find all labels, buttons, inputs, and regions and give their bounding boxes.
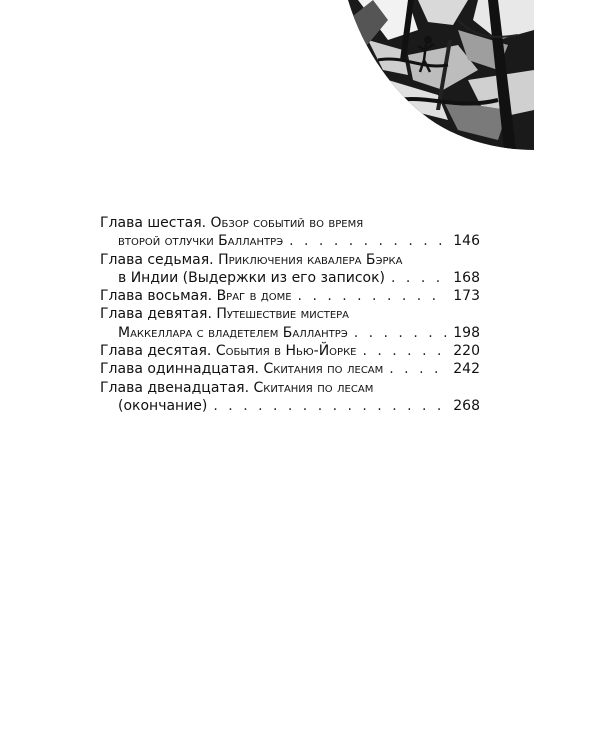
- page-number: 198: [453, 324, 480, 341]
- toc-entry[interactable]: [100, 214, 480, 251]
- chapter-label: Глава шестая.: [100, 215, 207, 231]
- chapter-title: Скитания по лесам: [253, 379, 374, 396]
- chapter-title: События в Нью-Йорке: [215, 343, 357, 360]
- chapter-label: Глава двенадцатая.: [100, 379, 250, 396]
- toc-entry[interactable]: [100, 305, 480, 342]
- chapter-title: Обзор событий во время: [210, 215, 364, 231]
- toc-entry[interactable]: [100, 251, 480, 288]
- page-number: 168: [453, 269, 480, 286]
- chapter-title: Путешествие мистера: [216, 306, 350, 323]
- chapter-label: Глава восьмая.: [100, 288, 213, 305]
- chapter-label: Глава одиннадцатая.: [100, 361, 259, 378]
- page-number: 173: [453, 288, 480, 305]
- page-number: 146: [453, 233, 480, 250]
- chapter-label: Глава седьмая.: [100, 251, 214, 268]
- page-number: 220: [453, 343, 480, 360]
- chapter-label: Глава десятая.: [100, 343, 212, 360]
- dot-leader: [362, 342, 447, 360]
- chapter-title: Приключения кавалера Бэрка: [218, 251, 403, 268]
- chapter-title: в Индии (Выдержки из его записок): [118, 269, 386, 286]
- chapter-title: Враг в доме: [216, 288, 292, 305]
- chapter-label: Глава девятая.: [100, 306, 212, 323]
- dot-leader: [391, 269, 447, 287]
- chapter-title: второй отлучки Баллантрэ: [118, 233, 284, 250]
- dot-leader: [389, 360, 447, 378]
- toc-entry[interactable]: [100, 342, 480, 360]
- page-number: 268: [453, 397, 480, 414]
- chapter-title: (окончание): [118, 397, 208, 414]
- page-number: 242: [453, 361, 480, 378]
- dot-leader: [289, 232, 447, 250]
- engraving-forest-scene-icon: [348, 0, 534, 150]
- chapter-title: Маккеллара с владетелем Баллантрэ: [118, 324, 348, 341]
- dot-leader: [354, 324, 448, 342]
- toc-entry[interactable]: [100, 360, 480, 378]
- toc-entry[interactable]: [100, 379, 480, 416]
- table-of-contents: [100, 214, 480, 415]
- chapter-title: Скитания по лесам: [263, 361, 384, 378]
- dot-leader: [298, 287, 448, 305]
- chapter-illustration: [348, 0, 534, 150]
- dot-leader: [213, 397, 447, 415]
- toc-entry[interactable]: [100, 287, 480, 305]
